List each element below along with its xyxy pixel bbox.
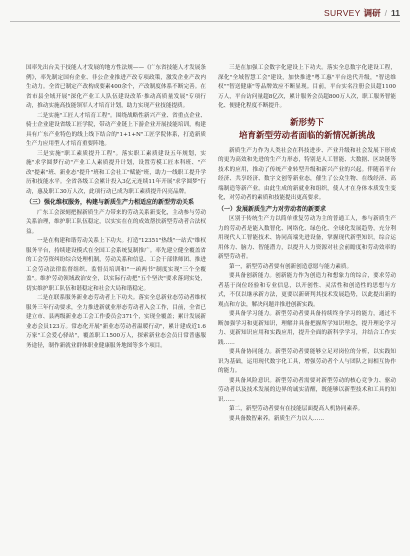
paragraph: 要具备学习能力。新型劳动者要具备持续终身学习的能力，通过不断加强学习和更新知识，理解并具备把握所学知识理念，提升理论学习力、更新知识应用和实践应用，提升全面的新科学学习，并结合工作实践……: [218, 311, 396, 346]
paragraph: 要具备数智素养。新质生产力以人……: [229, 415, 325, 422]
paragraph: 区别于传统生产力以简单重复劳动为主的普通工人，参与新质生产力的劳动者是能入数智化、网络化、绿色化、全球化发展趋势，充分利用现代人工智能技术、协同高端先进设备，掌握现代新型知识，综合运用体力、脑力、智能潜力，以提升人力资源对社会前瞻度和劳动效率的新型劳动者。: [218, 216, 396, 260]
paragraph: 三是在加强工会数字化建设上下功夫。落实全总数字化建设工程，深化"全域智慧工会"建设，加快推进"粤工惠"平台迭代升级，"智送维权""智送健康"等品牌效应不断显现。目前，平台实名注册会员超1100万人，平台访问量超8亿次，累计服务会员超800万人次，职工服务智能化、便捷化程度不断提升。: [218, 65, 396, 109]
paragraph: 广东工会深刻把握新质生产力带来的劳动关系新变化，主动参与劳动关系治理，维护职工队伍稳定，以实实在在的成效帮扶新型劳动者合法权益。: [26, 209, 206, 235]
section-label-cn: 调研: [363, 8, 381, 18]
section-heading-line2: 培育新型劳动者面临的新情况新挑战: [238, 130, 375, 141]
paragraph: 要具备风险意识。新型劳动者需要对新型劳动的核心竞争力、驱动劳动者以及技术发展的边界的诚实清醒，既能够以新型技术和工具的知识……: [218, 377, 396, 403]
paragraph: 国率先出台关于技能人才发展的地方性法规——《广东省技能人才发展条例》，率先制定国有企业、非公企业推进产改专项政策，激发企业产改内生动力。全省已制定产改构成要素400余个，产改制度体系不断完善。在省市县全域开展"深化产业工人队伍建设改革·推动高质量发展"专项行动，推动实施高技能领军人才培育计划，助力实现产业技能提质。: [26, 65, 206, 109]
paragraph: 要具备创新能力。创新能力作为创造力和想象力的综合，要求劳动者基于岗位经验和专业信息，以开创性、灵活性和创造性的思想与方式，不仅以继承新方法，更要以新研判其技术发展趋势，以此提出新的观点和方法，解决问题并推进创新实践。: [218, 273, 396, 308]
subheading: （三）强化维权服务，构建与新质生产力相适应的新型劳动关系: [26, 199, 195, 206]
page-header: [324, 6, 400, 20]
paragraph: 要具备协同能力。新型劳动者要能够立足对岗位的分析，以实践知识为基础，运用现代数字化工具，增强劳动者个人与团队之间相互协作的能力。: [218, 349, 396, 374]
paragraph: 第一，新型劳动者要有创新创造意愿与能力素质。: [229, 263, 353, 270]
paragraph: 二是在联系服务新业态劳动者上下功夫。落实全总新业态劳动者维权服务三年行动要求，全力推进新就业形态劳动者入会工作，目前，全省已建立市、县两级新业态工会工作委员会371个，实现全覆盖；累计发展新业态会员123万。常态化开展"新业态劳动者温暖行动"，累计建成近1.6万家"工会爱心驿站"，覆盖职工1500万人，探索新业态会员日常普惠服务途径，制作新就业群体职业健康服务地图等多个项目。: [26, 295, 206, 349]
header-separator: /: [384, 8, 387, 18]
paragraph: 一是在构建和谐劳动关系上下功夫。打造"12351"热线"一站式"维权服务平台，持续建设模式在全国工会系统复制推广。率先建立健全覆盖省的工会劳资纠纷综合处理机制，劳动关系和信息、工会干部律师团、推进工会劳动法律监督组织、监督员培训和"一函两书"制度实现"三个全覆盖"。维护劳动领域政治安全，以实际行动把"五个坚决"要求落到实处，切实维护职工队伍和谐稳定和社会大局和谐稳定。: [26, 238, 206, 292]
section-heading-line1: 新形势下: [289, 117, 324, 128]
paragraph: 二是实施"工匠人才培育工程"。围绕战略性新兴产业、省重点企业、骑士企业建设省级工匠学院，带动产业链上下游企业开展技能培训，构建具有广东产业特色的线上线下结合的"1+1+N"工匠学院体系，打造新质生产力应用型人才培育重要阵地。: [26, 112, 206, 147]
paragraph: 第二，新型劳动者要有在技能层面提高人机协同素养。: [229, 406, 364, 412]
right-column: [218, 64, 396, 424]
left-column: [26, 64, 206, 351]
header-rule: [10, 21, 400, 22]
section-heading: [218, 117, 396, 143]
paragraph: 新质生产力作为人类社会在科技进步、产业升级和社会发展下形成的更为高效和先进的生产力形态，特别是人工智能、大数据、区块链等技术的应用，推动了传统产业转型升级和新兴产业的兴起。伴随着平台经济、共享经济、数字文创等新业态，催生了公众生物、在线经济、高端制造等新产业。由此生成的新就业和组织，使人才在身体本质发生变化，对劳动者的素质和技能提出更高要求。: [218, 147, 396, 201]
subheading: （一）发展新质生产力对劳动者的新要求: [218, 205, 327, 213]
page-number: 11: [391, 8, 400, 18]
section-label-en: SURVEY: [324, 8, 361, 18]
paragraph: 三是实施"职工素质提升工程"。落实职工素质建设五年规划，实施"求学圆梦行动"产业工人素质提升计划，设置劳模工匠本科班、"产改"提素"班、新业态"提升"班和工会社工"赋能"班，助力一线职工提升学历和技能水平。全省各级工会累计投入3亿元连续11年开展"求学圆梦"行动，惠及职工30万人次，此项行动已成为职工素质提升闪亮品牌。: [26, 150, 206, 195]
